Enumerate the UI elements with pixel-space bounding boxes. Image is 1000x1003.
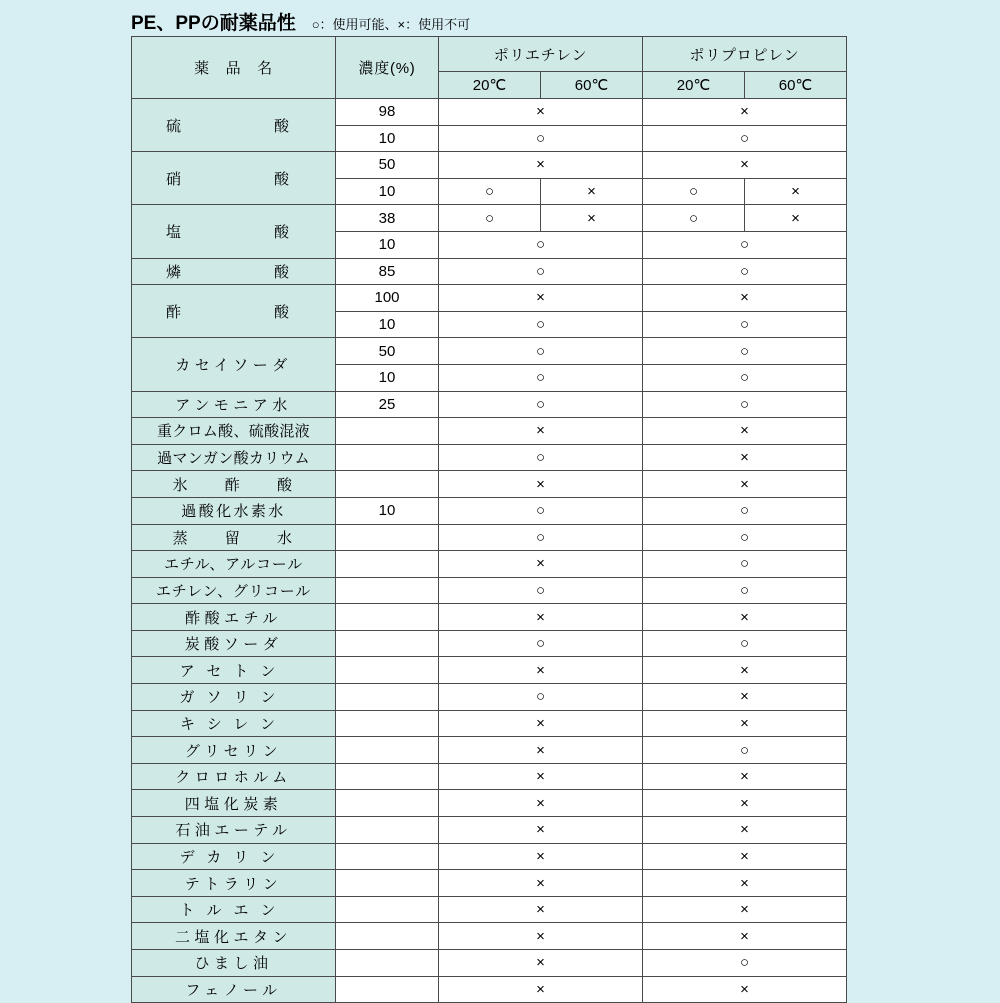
cell-concentration: 10: [336, 311, 439, 338]
cell-chemical-name: 四塩化炭素: [132, 790, 336, 817]
cell-pp-result: ○: [643, 364, 847, 391]
table-row: [132, 205, 847, 232]
cell-concentration: [336, 684, 439, 711]
cell-pp-result: ○: [643, 950, 847, 977]
cell-chemical-name: エチル、アルコール: [132, 551, 336, 578]
cell-concentration: 10: [336, 231, 439, 258]
cell-pe-result: ×: [439, 737, 643, 764]
cell-concentration: [336, 923, 439, 950]
cell-pp-result: ○: [643, 125, 847, 152]
cell-concentration: [336, 896, 439, 923]
cell-chemical-name: 酢 酸: [132, 285, 336, 338]
cell-pp-result: ×: [643, 657, 847, 684]
cell-pp-result: ○: [643, 630, 847, 657]
cell-concentration: 25: [336, 391, 439, 418]
cell-concentration: [336, 790, 439, 817]
cell-pp-result: ×: [643, 790, 847, 817]
cell-chemical-name: 石油エーテル: [132, 817, 336, 844]
table-row: [132, 338, 847, 365]
cell-pe-result: ○: [439, 444, 643, 471]
cell-concentration: [336, 418, 439, 445]
cell-pp-result: ○: [643, 338, 847, 365]
header-row-main: [132, 37, 847, 72]
cell-pe-20c: ○: [439, 178, 541, 205]
cell-pe-result: ○: [439, 497, 643, 524]
cell-concentration: 38: [336, 205, 439, 232]
table-row: [132, 923, 847, 950]
cell-chemical-name: 燐 酸: [132, 258, 336, 285]
cell-chemical-name: カセイソーダ: [132, 338, 336, 391]
cell-pe-result: ○: [439, 524, 643, 551]
table-row: [132, 285, 847, 312]
cell-pe-result: ×: [439, 604, 643, 631]
cell-concentration: [336, 843, 439, 870]
table-row: [132, 99, 847, 126]
column-header-pp-60c: 60℃: [745, 72, 847, 99]
legend-text: ○：使用可能、×：使用不可: [311, 17, 471, 32]
table-row: [132, 497, 847, 524]
cell-pp-result: ×: [643, 604, 847, 631]
cell-pp-result: ○: [643, 391, 847, 418]
cell-pp-result: ×: [643, 285, 847, 312]
column-header-pp: ポリプロピレン: [643, 37, 847, 72]
cell-pe-result: ○: [439, 391, 643, 418]
cell-concentration: [336, 737, 439, 764]
cell-pp-60c: ×: [745, 205, 847, 232]
cell-pp-result: ×: [643, 418, 847, 445]
cell-concentration: 10: [336, 178, 439, 205]
cell-chemical-name: グリセリン: [132, 737, 336, 764]
column-header-pe: ポリエチレン: [439, 37, 643, 72]
cell-concentration: 100: [336, 285, 439, 312]
cell-chemical-name: 重クロム酸、硫酸混液: [132, 418, 336, 445]
cell-concentration: 50: [336, 338, 439, 365]
column-header-pe-60c: 60℃: [541, 72, 643, 99]
cell-pe-result: ○: [439, 684, 643, 711]
cell-chemical-name: 炭酸ソーダ: [132, 630, 336, 657]
cell-pe-result: ○: [439, 231, 643, 258]
cell-pp-result: ×: [643, 710, 847, 737]
cell-chemical-name: 二塩化エタン: [132, 923, 336, 950]
table-row: [132, 418, 847, 445]
cell-pp-20c: ○: [643, 205, 745, 232]
cell-chemical-name: クロロホルム: [132, 763, 336, 790]
cell-pp-result: ×: [643, 923, 847, 950]
table-row: [132, 684, 847, 711]
page-title: PE、PPの耐薬品性: [131, 13, 296, 34]
cell-pe-result: ○: [439, 338, 643, 365]
cell-pe-60c: ×: [541, 205, 643, 232]
cell-pe-result: ×: [439, 870, 643, 897]
cell-chemical-name: 硫 酸: [132, 99, 336, 152]
cell-concentration: [336, 976, 439, 1003]
cell-pe-result: ×: [439, 790, 643, 817]
cell-concentration: [336, 950, 439, 977]
cell-chemical-name: 過マンガン酸カリウム: [132, 444, 336, 471]
cell-pe-result: ×: [439, 657, 643, 684]
table-row: [132, 896, 847, 923]
cell-pp-result: ○: [643, 737, 847, 764]
table-row: [132, 604, 847, 631]
cell-concentration: [336, 817, 439, 844]
cell-pe-result: ○: [439, 258, 643, 285]
cell-pe-result: ×: [439, 710, 643, 737]
cell-concentration: [336, 630, 439, 657]
cell-pe-result: ×: [439, 99, 643, 126]
table-row: [132, 657, 847, 684]
cell-concentration: [336, 604, 439, 631]
cell-pp-result: ×: [643, 976, 847, 1003]
cell-pe-result: ×: [439, 950, 643, 977]
cell-chemical-name: 酢酸エチル: [132, 604, 336, 631]
cell-concentration: [336, 710, 439, 737]
table-row: [132, 630, 847, 657]
cell-pe-result: ×: [439, 817, 643, 844]
cell-chemical-name: 硝 酸: [132, 152, 336, 205]
table-header: [132, 37, 847, 99]
cell-pe-result: ×: [439, 843, 643, 870]
cell-pp-result: ×: [643, 870, 847, 897]
table-body: [132, 99, 847, 1003]
table-row: [132, 950, 847, 977]
cell-chemical-name: キシレン: [132, 710, 336, 737]
cell-concentration: 10: [336, 125, 439, 152]
cell-pe-result: ○: [439, 311, 643, 338]
cell-pp-result: ×: [643, 99, 847, 126]
cell-chemical-name: 塩 酸: [132, 205, 336, 258]
cell-chemical-name: 蒸 留 水: [132, 524, 336, 551]
table-row: [132, 710, 847, 737]
cell-chemical-name: ひまし油: [132, 950, 336, 977]
table-row: [132, 763, 847, 790]
column-header-name: 薬 品 名: [132, 37, 336, 99]
table-row: [132, 843, 847, 870]
cell-pp-result: ○: [643, 311, 847, 338]
cell-pe-20c: ○: [439, 205, 541, 232]
cell-chemical-name: トルエン: [132, 896, 336, 923]
table-row: [132, 258, 847, 285]
cell-concentration: [336, 551, 439, 578]
cell-pe-result: ×: [439, 418, 643, 445]
cell-pe-result: ×: [439, 763, 643, 790]
cell-concentration: [336, 577, 439, 604]
table-row: [132, 444, 847, 471]
cell-chemical-name: テトラリン: [132, 870, 336, 897]
title-row: [131, 8, 470, 35]
table-row: [132, 976, 847, 1003]
cell-pp-result: ○: [643, 258, 847, 285]
cell-pp-result: ×: [643, 444, 847, 471]
cell-pp-20c: ○: [643, 178, 745, 205]
cell-pe-result: ×: [439, 471, 643, 498]
cell-pe-result: ○: [439, 630, 643, 657]
cell-pp-result: ○: [643, 577, 847, 604]
chemical-resistance-table: [131, 36, 847, 1003]
cell-chemical-name: アンモニア水: [132, 391, 336, 418]
cell-pp-60c: ×: [745, 178, 847, 205]
cell-concentration: [336, 870, 439, 897]
cell-concentration: [336, 524, 439, 551]
table-row: [132, 551, 847, 578]
table-row: [132, 391, 847, 418]
cell-concentration: [336, 763, 439, 790]
cell-concentration: 10: [336, 497, 439, 524]
cell-chemical-name: アセトン: [132, 657, 336, 684]
cell-chemical-name: ガソリン: [132, 684, 336, 711]
cell-concentration: 85: [336, 258, 439, 285]
cell-chemical-name: フェノール: [132, 976, 336, 1003]
cell-pe-result: ○: [439, 125, 643, 152]
cell-pp-result: ×: [643, 896, 847, 923]
cell-concentration: 10: [336, 364, 439, 391]
cell-concentration: [336, 444, 439, 471]
cell-pp-result: ○: [643, 551, 847, 578]
cell-pe-result: ×: [439, 551, 643, 578]
cell-pe-result: ○: [439, 577, 643, 604]
cell-chemical-name: 過酸化水素水: [132, 497, 336, 524]
cell-pe-result: ○: [439, 364, 643, 391]
cell-pp-result: ×: [643, 843, 847, 870]
cell-pp-result: ×: [643, 763, 847, 790]
column-header-pe-20c: 20℃: [439, 72, 541, 99]
cell-concentration: [336, 657, 439, 684]
cell-chemical-name: 氷 酢 酸: [132, 471, 336, 498]
cell-chemical-name: デカリン: [132, 843, 336, 870]
cell-concentration: [336, 471, 439, 498]
cell-pe-result: ×: [439, 285, 643, 312]
cell-pp-result: ×: [643, 471, 847, 498]
cell-pp-result: ×: [643, 817, 847, 844]
cell-chemical-name: エチレン、グリコール: [132, 577, 336, 604]
table-row: [132, 524, 847, 551]
table-row: [132, 790, 847, 817]
table-row: [132, 817, 847, 844]
cell-pp-result: ○: [643, 231, 847, 258]
cell-pe-60c: ×: [541, 178, 643, 205]
column-header-pp-20c: 20℃: [643, 72, 745, 99]
column-header-concentration: 濃度(%): [336, 37, 439, 99]
cell-pp-result: ×: [643, 684, 847, 711]
cell-concentration: 98: [336, 99, 439, 126]
table-row: [132, 152, 847, 179]
cell-pp-result: ×: [643, 152, 847, 179]
cell-pe-result: ×: [439, 152, 643, 179]
cell-pp-result: ○: [643, 524, 847, 551]
cell-concentration: 50: [336, 152, 439, 179]
cell-pe-result: ×: [439, 976, 643, 1003]
table-row: [132, 577, 847, 604]
table-row: [132, 870, 847, 897]
cell-pe-result: ×: [439, 923, 643, 950]
table-row: [132, 471, 847, 498]
cell-pp-result: ○: [643, 497, 847, 524]
table-row: [132, 737, 847, 764]
cell-pe-result: ×: [439, 896, 643, 923]
